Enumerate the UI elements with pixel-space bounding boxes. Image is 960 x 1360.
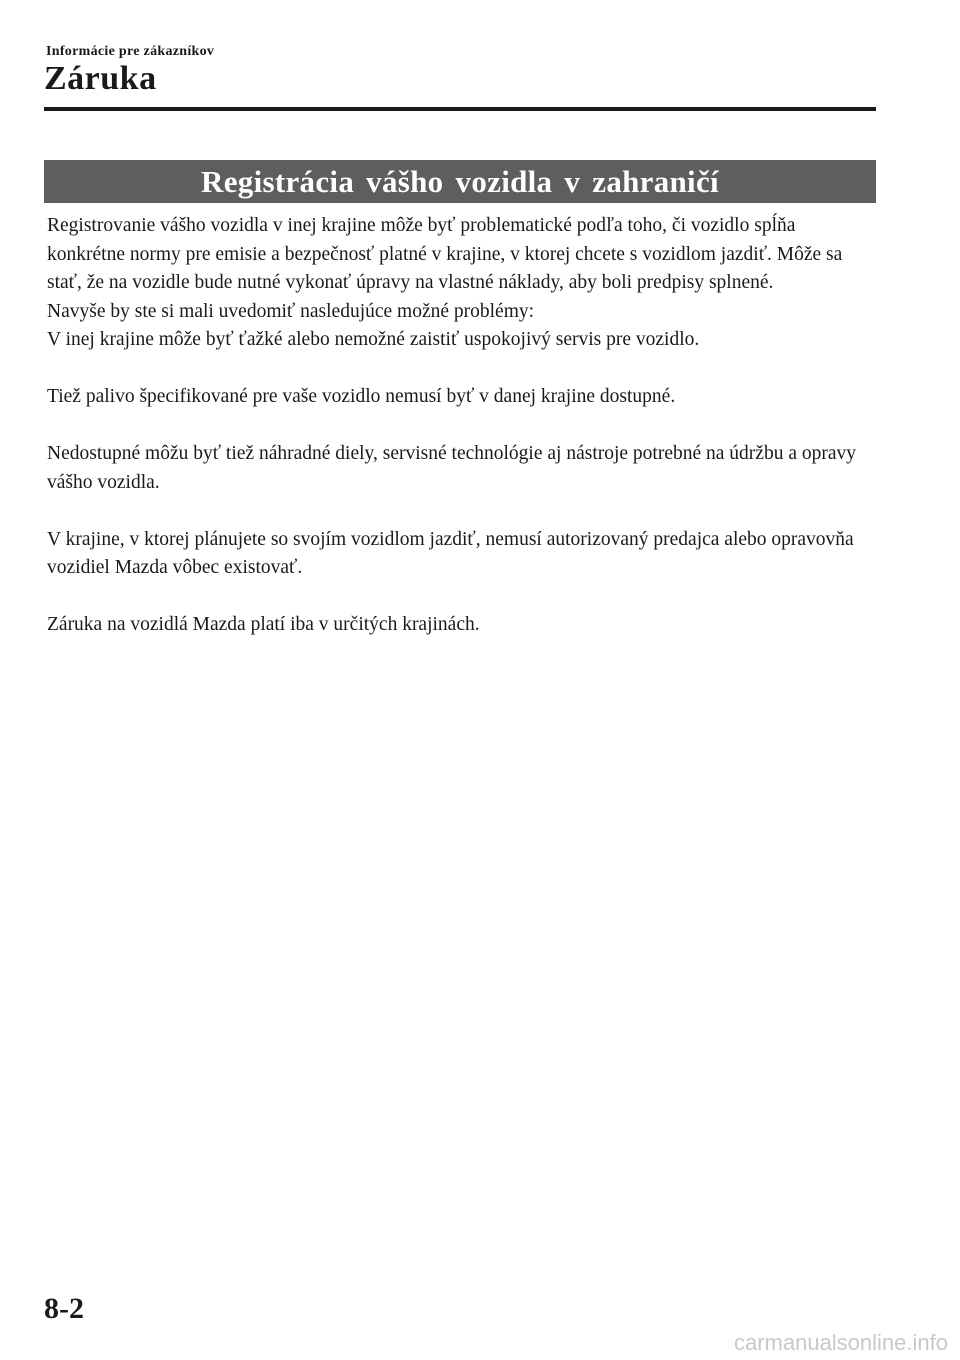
page-number: 8-2 (44, 1292, 84, 1325)
body-text (47, 212, 877, 640)
paragraph: Navyše by ste si mali uvedomiť nasledujúce možné problémy: (47, 300, 535, 322)
banner-title: Registrácia vášho vozidla v zahraničí (201, 163, 719, 199)
paragraph: Tiež palivo špecifikované pre vaše vozidlo nemusí byť v danej krajine dostupné. (47, 386, 676, 407)
paragraph: V krajine, v ktorej plánujete so svojím vozidlom jazdiť, nemusí autorizovaný predajca alebo opravovňa vozidiel Mazda vôbec existovať. (47, 528, 854, 578)
section-banner (44, 160, 876, 203)
paragraph: Nedostupné môžu byť tiež náhradné diely, servisné technológie aj nástroje potrebné na údržbu a opravy vášho vozidla. (47, 443, 857, 493)
paragraph: Záruka na vozidlá Mazda platí iba v určitých krajinách. (47, 614, 480, 635)
title-divider (44, 107, 876, 111)
paragraph: Registrovanie vášho vozidla v inej krajine môže byť problematické podľa toho, či vozidlo spĺňa konkrétne normy pre emisie a bezpečnosť platné v krajine, v ktorej chcete s vozidlom jazdiť. Môže sa stať, že na vozidle bude nutné vykonať úpravy na vlastné náklady, aby boli predpisy splnené. (47, 215, 843, 293)
section-header: Informácie pre zákazníkov (46, 44, 215, 59)
paragraph: V inej krajine môže byť ťažké alebo nemožné zaistiť uspokojivý servis pre vozidlo. (47, 329, 700, 350)
chapter-title: Záruka (44, 60, 157, 97)
watermark: carmanualsonline.info (733, 1330, 948, 1355)
